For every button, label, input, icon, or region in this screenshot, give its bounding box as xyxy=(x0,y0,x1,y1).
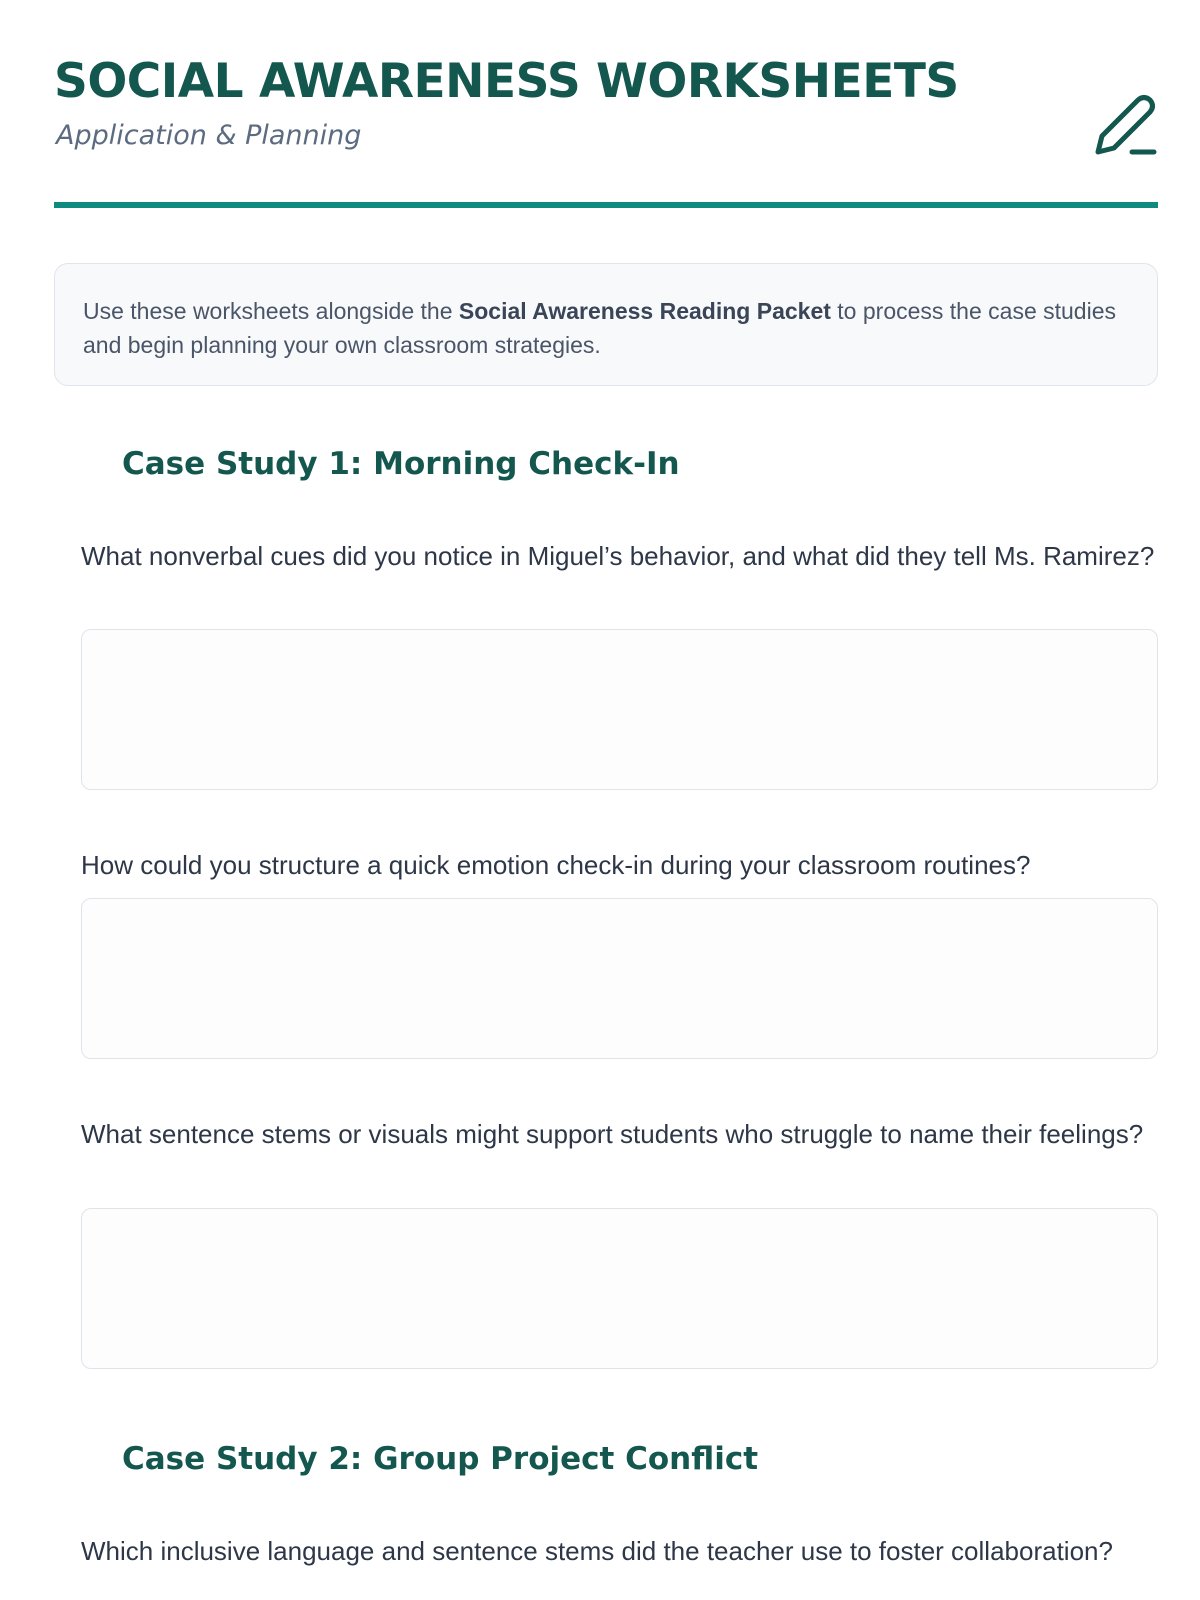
pen-icon xyxy=(1092,94,1158,160)
answer-box-1-2[interactable] xyxy=(81,898,1158,1059)
header-divider xyxy=(54,202,1158,208)
question-1-2: How could you structure a quick emotion check-in during your classroom routines? xyxy=(81,850,1031,880)
case-study-1-title: Case Study 1: Morning Check-In xyxy=(122,446,680,482)
question-1-3: What sentence stems or visuals might support students who struggle to name their feelings? xyxy=(81,1119,1144,1149)
answer-box-1-3[interactable] xyxy=(81,1208,1158,1369)
question-2-1: Which inclusive language and sentence stems did the teacher use to foster collaboration? xyxy=(81,1536,1113,1566)
intro-callout xyxy=(54,263,1158,386)
intro-text-after: to process the case studies and begin planning your own classroom strategies. xyxy=(83,298,1117,358)
case-study-2-title: Case Study 2: Group Project Conflict xyxy=(122,1441,759,1477)
reading-packet-name: Social Awareness Reading Packet xyxy=(458,298,831,324)
answer-box-1-1[interactable] xyxy=(81,629,1158,790)
question-1-1: What nonverbal cues did you notice in Miguel’s behavior, and what did they tell Ms. Ramirez? xyxy=(81,541,1155,571)
page-subtitle: Application & Planning xyxy=(56,120,362,151)
intro-text-before: Use these worksheets alongside the xyxy=(83,298,459,324)
page-title: SOCIAL AWARENESS WORKSHEETS xyxy=(54,54,959,109)
worksheet-header xyxy=(54,48,1158,208)
